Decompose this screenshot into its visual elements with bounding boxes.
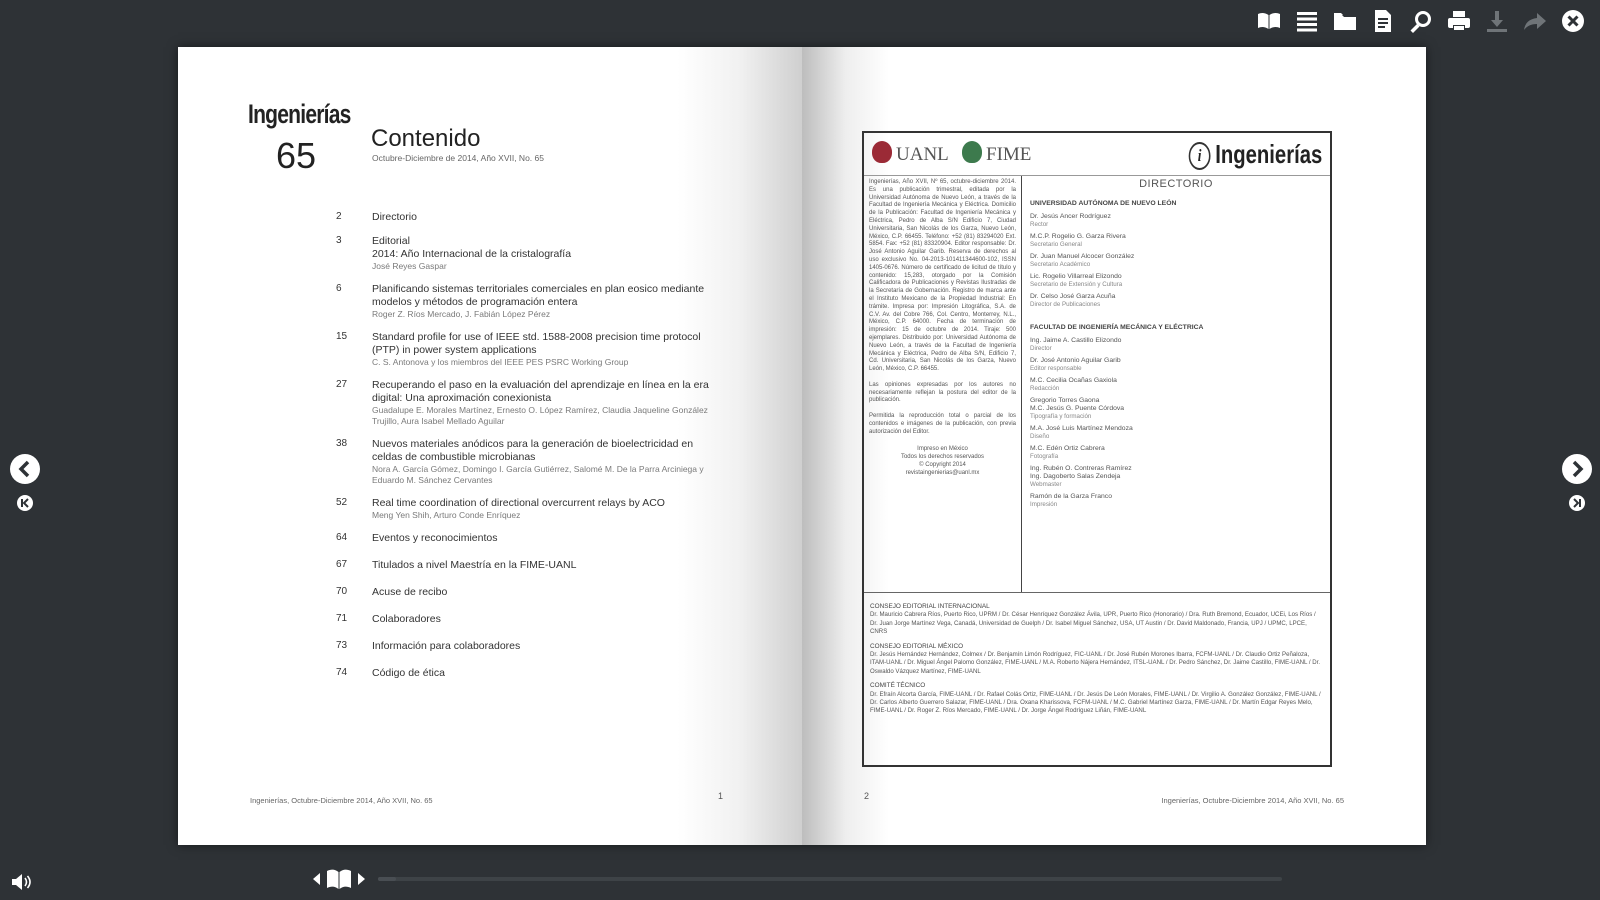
last-page-button[interactable] <box>1569 495 1585 511</box>
person-name: M.A. José Luis Martínez Mendoza <box>1030 425 1133 432</box>
toc-entry-title: Colaboradores <box>372 613 441 625</box>
share-button[interactable] <box>1522 8 1548 34</box>
person-name: Dr. Jesús Ancer Rodríguez <box>1030 213 1111 220</box>
uanl-logo-text: UANL <box>896 144 949 165</box>
person-name: Gregorio Torres Gaona <box>1030 397 1100 404</box>
fime-logo <box>962 141 1031 166</box>
close-button[interactable] <box>1560 8 1586 34</box>
directory-person <box>1030 465 1322 473</box>
left-page-footer: Ingenierías, Octubre-Diciembre 2014, Año XVII, No. 65 <box>250 796 433 805</box>
toc-entry[interactable] <box>336 379 716 427</box>
right-page[interactable] <box>802 47 1426 845</box>
toc-entry-title: Acuse de recibo <box>372 586 448 598</box>
directory-person <box>1030 377 1322 392</box>
toc-entry[interactable] <box>336 532 716 545</box>
person-role: Secretario General <box>1030 241 1082 248</box>
person-name: M.C. Jesús G. Puente Córdova <box>1030 405 1125 412</box>
publication-contact: Impreso en México Todos los derechos reservados © Copyright 2014 revistaingenierias@uanl.mx <box>900 446 985 476</box>
issue-number: 65 <box>276 135 317 176</box>
directory-person <box>1030 473 1322 488</box>
toc-page-number: 71 <box>336 613 348 624</box>
page-scrubber[interactable] <box>378 877 1282 881</box>
thumbnail-controls <box>312 868 366 890</box>
board-title: CONSEJO EDITORIAL INTERNACIONAL <box>870 603 990 610</box>
left-page[interactable] <box>178 47 802 845</box>
thumbnails-next-button[interactable] <box>356 870 366 888</box>
caret-left-icon <box>312 873 322 885</box>
person-name: Ing. Rubén O. Contreras Ramírez <box>1030 465 1132 472</box>
directory-person <box>1030 337 1322 352</box>
editorial-boards <box>864 593 1330 726</box>
download-button[interactable] <box>1484 8 1510 34</box>
fime-logo-text: FIME <box>986 144 1032 165</box>
chevron-left-icon <box>15 459 35 479</box>
toc-page-number: 64 <box>336 532 348 543</box>
zoom-icon <box>1409 9 1433 33</box>
person-role: Redacción <box>1030 385 1060 392</box>
board-members: Dr. Mauricio Cabrera Ríos, Puerto Rico, UPRM / Dr. César Henríquez González Ávila, UPR, Puerto Rico (Honorario) / Dra. Ruth Bremond, Ecuador, UCEi, Los Ríos / Dr. Juan Jorge Martínez Vega, Canadá, Universidad de Guelph / Dr. Isabel Miguel Sánchez, USA, UT Austin / Dr. David Maldonado, Francia, UPJ / UPMC, LPCE, CNRS <box>870 611 1316 636</box>
directory-person <box>1030 357 1322 372</box>
zoom-button[interactable] <box>1408 8 1434 34</box>
toc-entry-title: Standard profile for use of IEEE std. 1588-2008 precision time protocol (PTP) in power system applications <box>372 331 701 356</box>
toc-entry-authors: Meng Yen Shih, Arturo Conde Enríquez <box>372 510 521 520</box>
person-name: M.C. Edén Ortiz Cabrera <box>1030 445 1105 452</box>
toc-entry[interactable] <box>336 283 716 320</box>
toc-page-number: 27 <box>336 379 348 390</box>
toc-entry-title: Código de ética <box>372 667 445 679</box>
toc-entry-authors: José Reyes Gaspar <box>372 261 447 271</box>
toc-page-number: 3 <box>336 235 342 246</box>
directory-person <box>1030 425 1322 440</box>
toc-entry[interactable] <box>336 235 716 272</box>
book-icon <box>1257 9 1281 33</box>
directory-person <box>1030 213 1322 228</box>
toc-entry-title: Editorial 2014: Año Internacional de la cristalografía <box>372 235 572 260</box>
person-name: Ramón de la Garza Franco <box>1030 493 1112 500</box>
directory-box <box>862 131 1332 767</box>
toc-entry[interactable] <box>336 438 716 486</box>
print-icon <box>1447 9 1471 33</box>
book-spread <box>178 47 1426 845</box>
ingenierias-logo-text: Ingenierías <box>1214 139 1322 169</box>
toc-page-number: 38 <box>336 438 348 449</box>
person-role: Tipografía y formación <box>1030 413 1092 420</box>
person-name: Ing. Jaime A. Castillo Elizondo <box>1030 337 1122 344</box>
board-title: COMITÉ TÉCNICO <box>870 682 926 690</box>
toc-entry-authors: C. S. Antonova y los miembros del IEEE PES PSRC Working Group <box>372 357 629 367</box>
toc-entry-title: Directorio <box>372 211 417 223</box>
book-view-button[interactable] <box>1256 8 1282 34</box>
person-name: Dr. Juan Manuel Alcocer González <box>1030 253 1135 260</box>
uanl-seal-icon <box>872 141 892 163</box>
directory-heading: DIRECTORIO <box>1139 178 1213 190</box>
person-role: Director <box>1030 345 1052 352</box>
toc-entry-authors: Roger Z. Ríos Mercado, J. Fabián López Pérez <box>372 309 551 319</box>
directory-columns <box>864 176 1330 593</box>
person-role: Secretario de Extensión y Cultura <box>1030 281 1123 288</box>
ingenierias-logo <box>1188 139 1322 170</box>
toc-subtitle: Octubre-Diciembre de 2014, Año XVII, No. 65 <box>372 153 544 163</box>
person-name: M.C. Cecilia Ocañas Gaxiola <box>1030 377 1117 384</box>
chevron-right-icon <box>1567 459 1587 479</box>
thumbnails-prev-button[interactable] <box>312 870 322 888</box>
toc-page-number: 67 <box>336 559 348 570</box>
toc-entry-title: Planificando sistemas territoriales comerciales en plan eosico mediante modelos y métodos de programación entera <box>372 283 705 308</box>
table-of-contents <box>336 211 716 691</box>
toc-entry[interactable] <box>336 497 716 521</box>
toc-entry-title: Titulados a nivel Maestría en la FIME-UANL <box>372 559 577 571</box>
directory-person <box>1030 405 1322 420</box>
toc-entry[interactable] <box>336 640 716 653</box>
publication-legal-text: Ingenierías, Año XVII, Nº 65, octubre-diciembre 2014. Es una publicación trimestral, editada por la Universidad Autónoma de Nuevo León, a través de la Facultad de Ingeniería Mecánica y Eléctrica. Domicilio de la Publicación: Facultad de Ingeniería Mecánica y Eléctrica, Pedro de Alba S/N Edificio 7, Ciudad Universitaria, San Nicolás de los Garza, Nuevo León, México, C.P. 66455. Teléfono: +52 (81) 83294020 Ext. 5854. Fax: +52 (81) 83320904. Editor responsable: Dr. José Antonio Aguilar Garib. Reserva de derechos al uso exclusivo No. 04-2013-101411344600-102, ISSN 1405-0676. Número de certificado de licitud de título y contenido: 15,283, otorgado por la Comisión Calificadora de Publicaciones y Revistas Ilustradas de la Secretaría de Gobernación. Registro de marca ante el Instituto Mexicano de la Propiedad Industrial: En trámite. Impresa por: Impresión Litográfica, S.A. de C.V. Av. del Cobre 766, Col. Centro, Monterrey, N.L., México, C.P. 64000. Fecha de terminación de impresión: 15 de octubre de 2014. Tiraje: 500 ejemplares. Distribuido por: Universidad Autónoma de Nuevo León, a través de la Facultad de Ingeniería Mecánica y Eléctrica, Pedro de Alba S/N, Edificio 7, Cd. Universitaria, San Nicolás de los Garza, Nuevo León, México, C.P. 66455. Las opiniones expresadas por los autores no necesariamente reflejan la postura del editor de la publicación. Permitida la reproducción total o parcial de los contenidos e imágenes de la publicación, con previa autorización del Editor. <box>869 179 1016 435</box>
person-role: Diseño <box>1030 433 1050 440</box>
toc-page-number: 70 <box>336 586 348 597</box>
document-icon <box>1371 9 1395 33</box>
directory-person <box>1030 493 1322 508</box>
toc-page-number: 73 <box>336 640 348 651</box>
next-page-button[interactable] <box>1562 454 1592 484</box>
uanl-logo <box>872 141 949 166</box>
left-page-number: 1 <box>718 791 724 801</box>
person-role: Fotografía <box>1030 453 1059 460</box>
board-members: Dr. Efraín Alcorta García, FIME-UANL / Dr. Rafael Colás Ortiz, FIME-UANL / Dr. Jesús De León Morales, FIME-UANL / Dr. Virgilio A. González González, FIME-UANL / Dr. Carlos Alberto Guerrero Salazar, FIME-UANL / Dra. Oxana Kharissova, FCFM-UANL / M.C. Gabriel Martínez Garza, FIME-UANL / Dr. Martín Edgar Reyes Melo, FIME-UANL / Dr. Roger Z. Ríos Mercado, FIME-UANL / Dr. Jorge Ángel Rodríguez Liñán, FIME-UANL <box>870 690 1321 715</box>
toc-entry[interactable] <box>336 613 716 626</box>
directory-section-title: UNIVERSIDAD AUTÓNOMA DE NUEVO LEÓN <box>1030 200 1177 207</box>
folder-button[interactable] <box>1332 8 1358 34</box>
toc-title: Contenido <box>371 125 481 152</box>
publication-info <box>864 176 1022 592</box>
right-page-number: 2 <box>864 791 870 801</box>
toc-page-number: 15 <box>336 331 348 342</box>
directory-person <box>1030 273 1322 288</box>
directory-person <box>1030 293 1322 308</box>
board-title: CONSEJO EDITORIAL MÉXICO <box>870 642 964 650</box>
folder-icon <box>1333 9 1357 33</box>
right-page-footer: Ingenierías, Octubre-Diciembre 2014, Año XVII, No. 65 <box>1161 796 1344 805</box>
person-name: M.C.P. Rogelio G. Garza Rivera <box>1030 233 1126 240</box>
person-role: Director de Publicaciones <box>1030 301 1101 308</box>
toc-page-number: 2 <box>336 211 342 222</box>
directory-section-title: FACULTAD DE INGENIERÍA MECÁNICA Y ELÉCTRICA <box>1030 324 1204 331</box>
directory-list <box>1022 176 1330 592</box>
person-name: Dr. Celso José Garza Acuña <box>1030 293 1116 300</box>
share-icon <box>1523 9 1547 33</box>
person-role: Secretario Académico <box>1030 261 1091 268</box>
ingenierias-logo-mark-icon: i <box>1188 142 1210 170</box>
toc-entry-title: Real time coordination of directional overcurrent relays by ACO <box>372 497 665 509</box>
speaker-icon <box>10 872 32 892</box>
directory-person <box>1030 253 1322 268</box>
magazine-brand: Ingenierías <box>248 99 351 129</box>
person-role: Rector <box>1030 221 1049 228</box>
directory-person <box>1030 233 1322 248</box>
close-icon <box>1561 9 1585 33</box>
caret-right-icon <box>356 873 366 885</box>
sound-button[interactable] <box>10 872 32 892</box>
toc-entry-authors: Guadalupe E. Morales Martínez, Ernesto O. López Ramírez, Claudia Jaqueline González Trujillo, Aura Isabel Mellado Aguilar <box>372 405 708 426</box>
person-role: Webmaster <box>1030 481 1062 488</box>
page-scrubber-progress <box>378 877 396 881</box>
document-button[interactable] <box>1370 8 1396 34</box>
person-name: Ing. Dagoberto Salas Zendeja <box>1030 473 1121 480</box>
open-book-icon <box>326 868 352 890</box>
last-page-icon <box>1572 498 1582 508</box>
toc-entry[interactable] <box>336 559 716 572</box>
toolbar <box>1256 8 1586 34</box>
first-page-button[interactable] <box>17 495 33 511</box>
toc-entry-title: Recuperando el paso en la evaluación del aprendizaje en línea en la era digital: Una aproximación conexionista <box>372 379 709 404</box>
person-role: Editor responsable <box>1030 365 1082 372</box>
toc-entry[interactable] <box>336 211 716 224</box>
previous-page-button[interactable] <box>10 454 40 484</box>
first-page-icon <box>20 498 30 508</box>
toc-entry[interactable] <box>336 586 716 599</box>
list-icon <box>1295 9 1319 33</box>
toc-page-number: 6 <box>336 283 342 294</box>
board-members: Dr. Jesús Hernández Hernández, Colmex / Dr. Benjamín Limón Rodríguez, FIC-UANL / Dr. José Rubén Morones Ibarra, FCFM-UANL / Dr. Claudio Ortiz Peñaloza, ITAM-UANL / Dr. Miguel Ángel Palomo González, FIME-UANL / M.A. Roberto Nájera Hernández, ITSL-UANL / Dr. Pedro Sánchez, Dr. Jaime Castillo, FIME-UANL / Dr. Oswaldo Vázquez Martínez, FIME-UANL <box>870 651 1321 675</box>
person-name: Dr. José Antonio Aguilar Garib <box>1030 357 1121 364</box>
toc-entry-authors: Nora A. García Gómez, Domingo I. García Gutiérrez, Salomé M. De la Parra Arciniega y Eduardo M. Sánchez Cervantes <box>372 464 704 485</box>
thumbnails-button[interactable] <box>326 868 352 890</box>
toc-entry[interactable] <box>336 331 716 368</box>
person-role: Impresión <box>1030 501 1058 508</box>
toc-page-number: 52 <box>336 497 348 508</box>
toc-page-number: 74 <box>336 667 348 678</box>
person-name: Lic. Rogelio Villarreal Elizondo <box>1030 273 1122 280</box>
list-view-button[interactable] <box>1294 8 1320 34</box>
directory-header <box>864 133 1330 176</box>
toc-entry-title: Nuevos materiales anódicos para la generación de bioelectricidad en celdas de combustible microbianas <box>372 438 694 463</box>
toc-entry-title: Información para colaboradores <box>372 640 521 652</box>
directory-person <box>1030 445 1322 460</box>
print-button[interactable] <box>1446 8 1472 34</box>
fime-seal-icon <box>962 141 982 163</box>
toc-entry-title: Eventos y reconocimientos <box>372 532 498 544</box>
toc-entry[interactable] <box>336 667 716 680</box>
download-icon <box>1485 9 1509 33</box>
directory-person <box>1030 397 1322 405</box>
